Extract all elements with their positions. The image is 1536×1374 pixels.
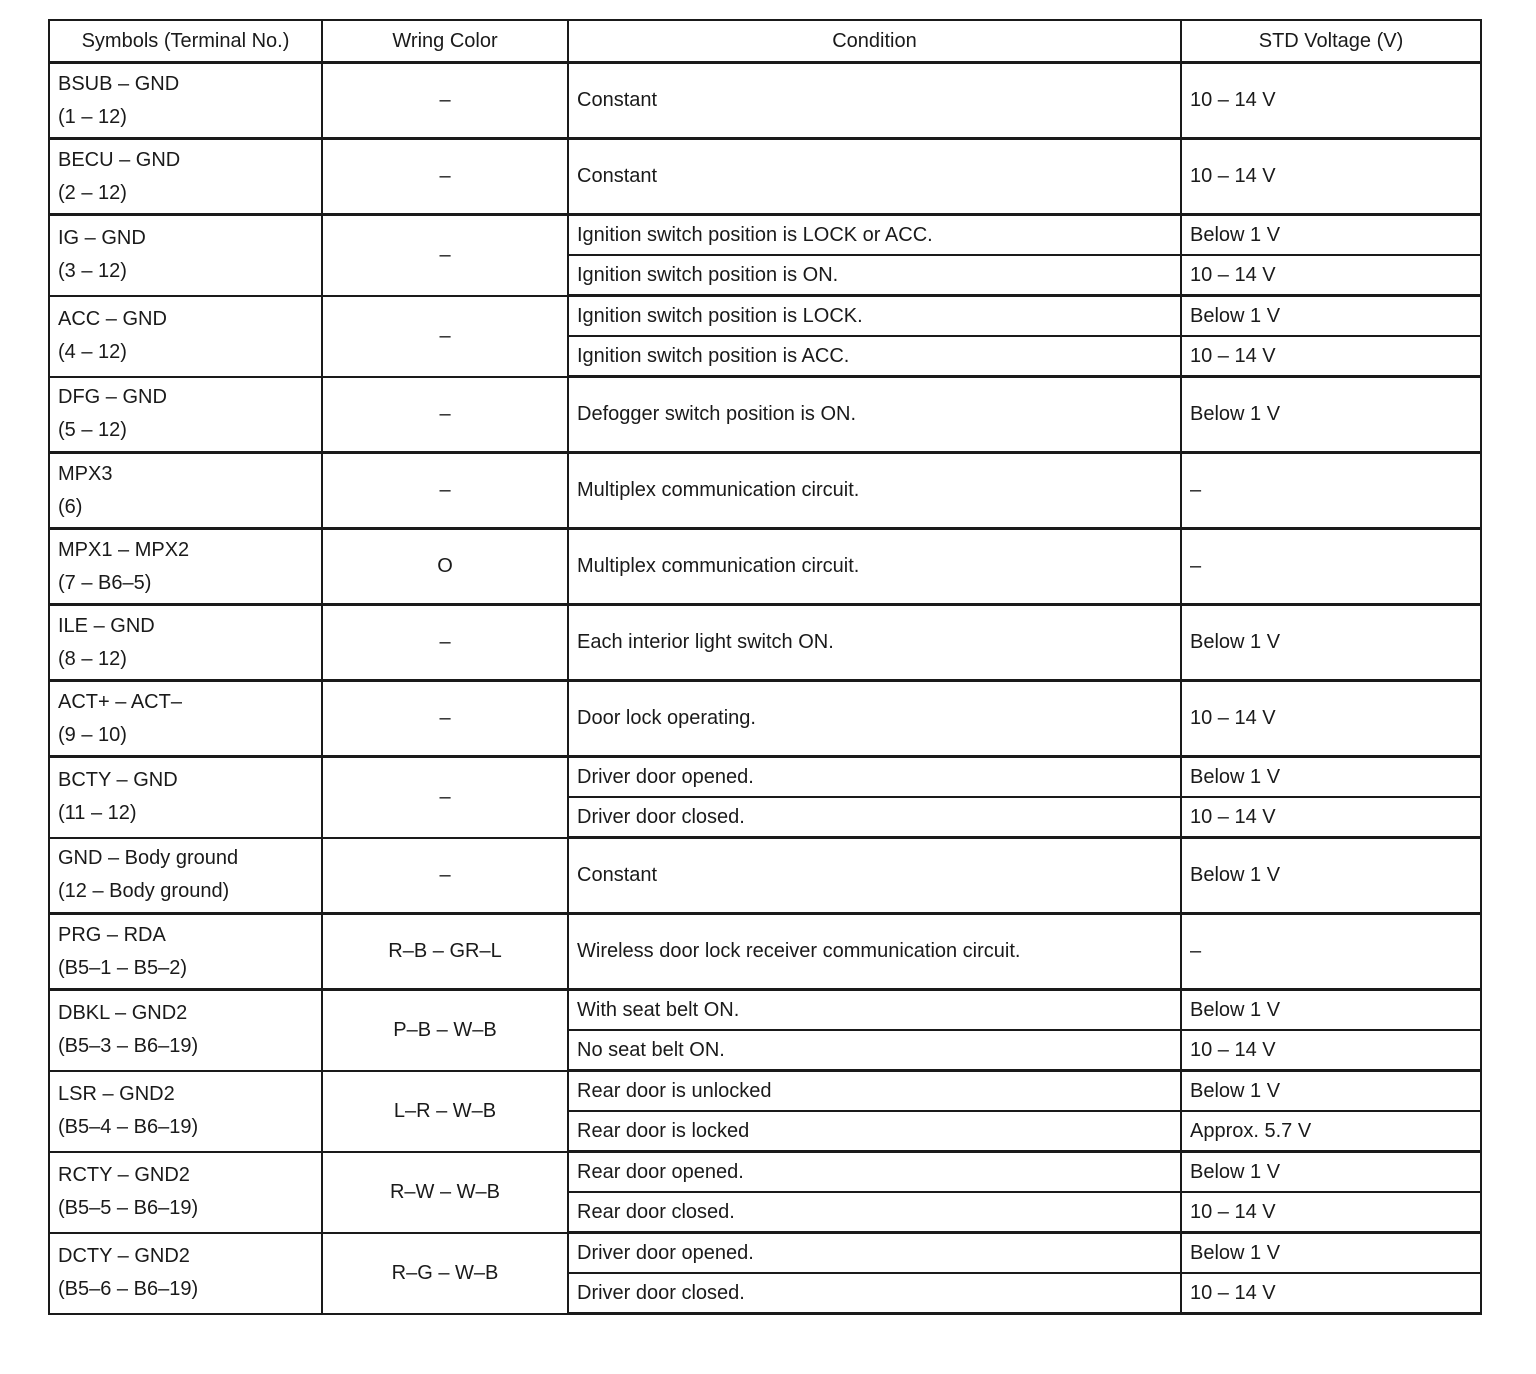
- terminal-numbers: (3 – 12): [58, 260, 127, 283]
- table-row: [49, 139, 1481, 215]
- wiring-color-cell: –: [322, 605, 568, 681]
- voltage-cell: 10 – 14 V: [1181, 1192, 1481, 1233]
- symbol-cell: [49, 139, 322, 215]
- symbol-cell: [49, 63, 322, 139]
- symbol-name: ACC – GND: [58, 308, 167, 330]
- symbol-name: DCTY – GND2: [58, 1245, 190, 1267]
- wiring-color-cell: O: [322, 529, 568, 605]
- condition-cell: Constant: [568, 139, 1181, 215]
- wiring-color-cell: R–B – GR–L: [322, 914, 568, 990]
- terminal-voltage-table: [48, 19, 1482, 1315]
- condition-cell: Each interior light switch ON.: [568, 605, 1181, 681]
- condition-cell: Constant: [568, 838, 1181, 914]
- wiring-color-cell: –: [322, 139, 568, 215]
- symbol-name: BECU – GND: [58, 148, 181, 171]
- symbol-cell: [49, 681, 322, 757]
- voltage-cell: –: [1181, 914, 1481, 990]
- table-row: [49, 757, 1481, 798]
- wiring-color-cell: L–R – W–B: [322, 1071, 568, 1152]
- condition-cell: Ignition switch position is LOCK.: [568, 296, 1181, 337]
- condition-cell: Multiplex communication circuit.: [568, 529, 1181, 605]
- symbol-cell: [49, 377, 322, 453]
- voltage-cell: 10 – 14 V: [1181, 255, 1481, 296]
- voltage-cell: 10 – 14 V: [1181, 1030, 1481, 1071]
- table-row: [49, 529, 1481, 605]
- voltage-cell: Below 1 V: [1181, 377, 1481, 453]
- wiring-color-cell: –: [322, 681, 568, 757]
- condition-cell: Driver door opened.: [568, 757, 1181, 798]
- voltage-cell: 10 – 14 V: [1181, 63, 1481, 139]
- voltage-cell: 10 – 14 V: [1181, 681, 1481, 757]
- table-row: [49, 377, 1481, 453]
- voltage-cell: Below 1 V: [1181, 1233, 1481, 1274]
- terminal-numbers: (9 – 10): [58, 723, 127, 746]
- symbol-name: LSR – GND2: [58, 1083, 175, 1105]
- condition-cell: Ignition switch position is ACC.: [568, 336, 1181, 377]
- symbol-name: MPX1 – MPX2: [58, 538, 190, 561]
- terminal-numbers: (12 – Body ground): [58, 880, 230, 903]
- wiring-color-cell: R–G – W–B: [322, 1233, 568, 1314]
- table-row: [49, 296, 1481, 337]
- symbol-cell: [49, 215, 322, 296]
- terminal-numbers: (2 – 12): [58, 181, 127, 204]
- header-wiring-color: Wring Color: [322, 20, 568, 63]
- voltage-cell: Below 1 V: [1181, 605, 1481, 681]
- terminal-numbers: (6): [58, 495, 83, 518]
- terminal-numbers: (1 – 12): [58, 105, 127, 128]
- table-row: [49, 914, 1481, 990]
- condition-cell: Door lock operating.: [568, 681, 1181, 757]
- symbol-cell: [49, 1071, 322, 1152]
- wiring-color-cell: –: [322, 296, 568, 377]
- wiring-color-cell: –: [322, 377, 568, 453]
- table-header-row: [49, 20, 1481, 63]
- symbol-name: IG – GND: [58, 227, 146, 250]
- table-row: [49, 1152, 1481, 1193]
- header-std-voltage: STD Voltage (V): [1181, 20, 1481, 63]
- voltage-cell: –: [1181, 529, 1481, 605]
- terminal-numbers: (B5–6 – B6–19): [58, 1278, 199, 1300]
- condition-cell: Ignition switch position is LOCK or ACC.: [568, 215, 1181, 256]
- wiring-color-cell: –: [322, 63, 568, 139]
- symbol-name: BCTY – GND: [58, 769, 178, 792]
- symbol-name: MPX3: [58, 462, 113, 485]
- terminal-numbers: (B5–4 – B6–19): [58, 1116, 199, 1138]
- wiring-color-cell: –: [322, 215, 568, 296]
- voltage-cell: 10 – 14 V: [1181, 1273, 1481, 1314]
- terminal-numbers: (B5–5 – B6–19): [58, 1197, 199, 1219]
- symbol-cell: [49, 1233, 322, 1314]
- symbol-name: ILE – GND: [58, 614, 155, 637]
- header-condition: Condition: [568, 20, 1181, 63]
- voltage-cell: Approx. 5.7 V: [1181, 1111, 1481, 1152]
- condition-cell: Driver door closed.: [568, 1273, 1181, 1314]
- symbol-cell: [49, 453, 322, 529]
- voltage-cell: Below 1 V: [1181, 990, 1481, 1031]
- voltage-cell: Below 1 V: [1181, 215, 1481, 256]
- symbol-cell: [49, 914, 322, 990]
- table-row: [49, 1233, 1481, 1274]
- symbol-cell: [49, 605, 322, 681]
- terminal-numbers: (8 – 12): [58, 647, 127, 670]
- condition-cell: Driver door closed.: [568, 797, 1181, 838]
- header-symbols: Symbols (Terminal No.): [49, 20, 322, 63]
- condition-cell: Multiplex communication circuit.: [568, 453, 1181, 529]
- symbol-name: BSUB – GND: [58, 72, 180, 95]
- voltage-cell: Below 1 V: [1181, 1071, 1481, 1112]
- voltage-cell: Below 1 V: [1181, 1152, 1481, 1193]
- symbol-name: PRG – RDA: [58, 923, 166, 946]
- wiring-color-cell: R–W – W–B: [322, 1152, 568, 1233]
- condition-cell: Defogger switch position is ON.: [568, 377, 1181, 453]
- symbol-cell: [49, 529, 322, 605]
- condition-cell: Driver door opened.: [568, 1233, 1181, 1274]
- table-body: [49, 63, 1481, 1314]
- wiring-color-cell: –: [322, 453, 568, 529]
- voltage-cell: 10 – 14 V: [1181, 797, 1481, 838]
- terminal-numbers: (11 – 12): [58, 802, 137, 825]
- voltage-cell: –: [1181, 453, 1481, 529]
- terminal-numbers: (4 – 12): [58, 341, 127, 363]
- condition-cell: Wireless door lock receiver communication circuit.: [568, 914, 1181, 990]
- voltage-cell: Below 1 V: [1181, 296, 1481, 337]
- terminal-numbers: (5 – 12): [58, 419, 127, 442]
- symbol-cell: [49, 838, 322, 914]
- voltage-cell: Below 1 V: [1181, 757, 1481, 798]
- table-row: [49, 1071, 1481, 1112]
- condition-cell: Rear door is locked: [568, 1111, 1181, 1152]
- table-row: [49, 453, 1481, 529]
- wiring-color-cell: –: [322, 838, 568, 914]
- condition-cell: Rear door is unlocked: [568, 1071, 1181, 1112]
- table-row: [49, 605, 1481, 681]
- table-row: [49, 63, 1481, 139]
- symbol-name: GND – Body ground: [58, 847, 239, 870]
- condition-cell: No seat belt ON.: [568, 1030, 1181, 1071]
- symbol-cell: [49, 757, 322, 838]
- symbol-name: ACT+ – ACT–: [58, 690, 182, 713]
- table-row: [49, 215, 1481, 256]
- voltage-cell: 10 – 14 V: [1181, 336, 1481, 377]
- condition-cell: Rear door opened.: [568, 1152, 1181, 1193]
- symbol-cell: [49, 1152, 322, 1233]
- voltage-cell: Below 1 V: [1181, 838, 1481, 914]
- condition-cell: Rear door closed.: [568, 1192, 1181, 1233]
- terminal-numbers: (7 – B6–5): [58, 571, 152, 594]
- symbol-cell: [49, 990, 322, 1071]
- condition-cell: Constant: [568, 63, 1181, 139]
- symbol-name: RCTY – GND2: [58, 1164, 190, 1186]
- voltage-cell: 10 – 14 V: [1181, 139, 1481, 215]
- condition-cell: Ignition switch position is ON.: [568, 255, 1181, 296]
- table-row: [49, 838, 1481, 914]
- table-row: [49, 990, 1481, 1031]
- wiring-color-cell: P–B – W–B: [322, 990, 568, 1071]
- wiring-color-cell: –: [322, 757, 568, 838]
- symbol-name: DFG – GND: [58, 386, 167, 409]
- symbol-cell: [49, 296, 322, 377]
- symbol-name: DBKL – GND2: [58, 1002, 188, 1025]
- terminal-numbers: (B5–1 – B5–2): [58, 956, 187, 979]
- condition-cell: With seat belt ON.: [568, 990, 1181, 1031]
- table-row: [49, 681, 1481, 757]
- terminal-numbers: (B5–3 – B6–19): [58, 1035, 199, 1058]
